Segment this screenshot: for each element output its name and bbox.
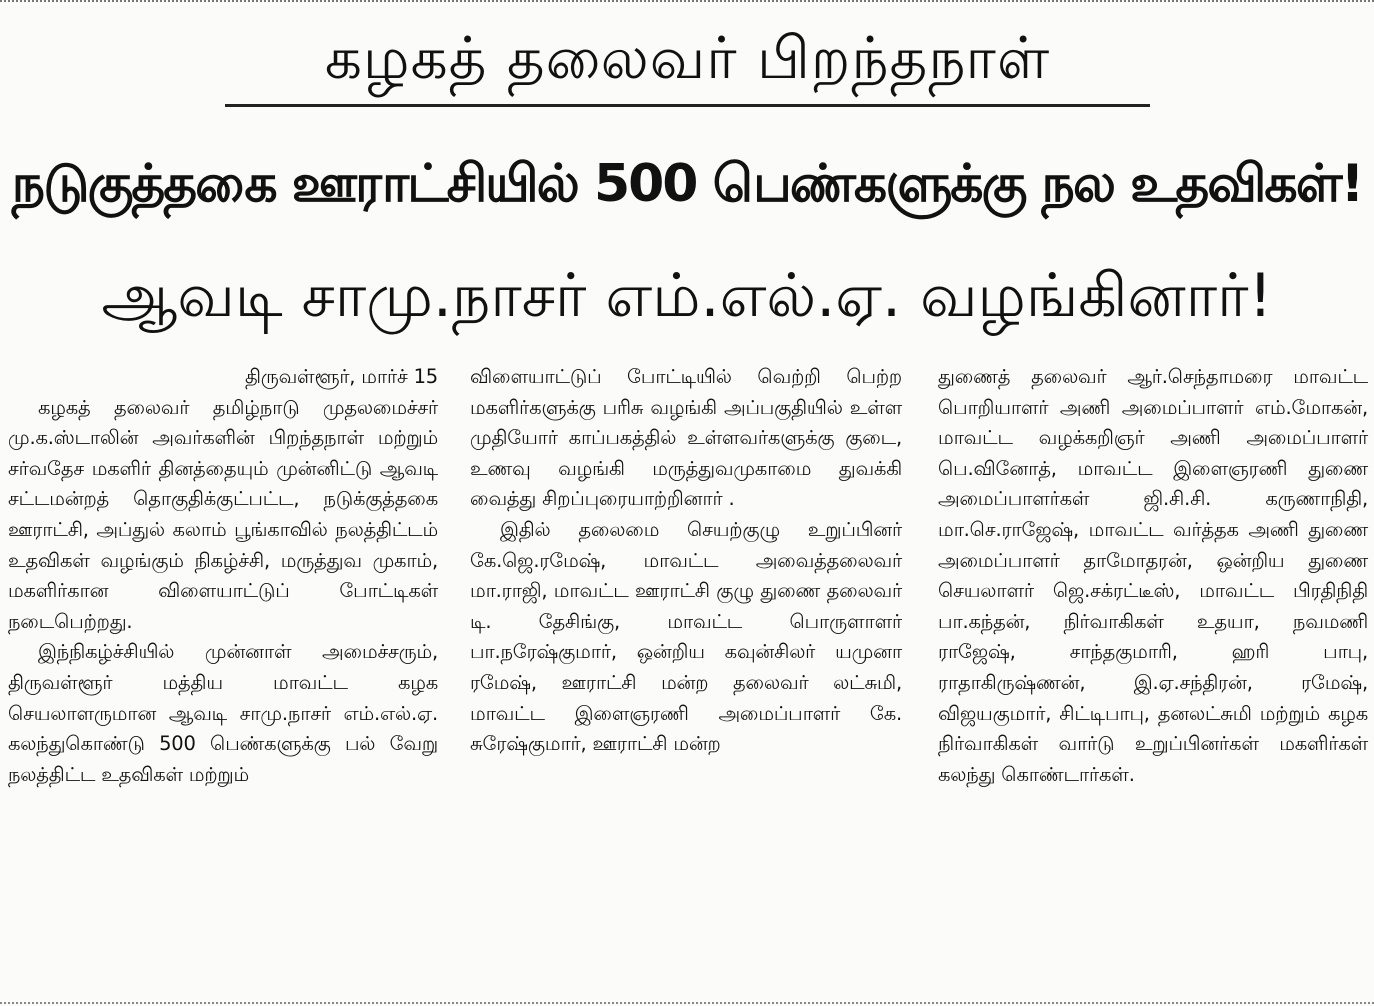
sub-headline: ஆவடி சாமு.நாசர் எம்.எல்.ஏ. வழங்கினார்! — [101, 261, 1273, 331]
top-border — [0, 0, 1374, 5]
bottom-border — [0, 1002, 1374, 1004]
kicker-heading: கழகத் தலைவர் பிறந்தநாள் — [324, 24, 1051, 92]
column-1-paragraph-2: இந்நிகழ்ச்சியில் முன்னாள் அமைச்சரும், திருவள்ளூர் மத்திய மாவட்ட கழக செயலாளருமான ஆவடி சாமு.நாசர் எம்.எல்.ஏ. கலந்துகொண்டு 500 பெண்களுக்கு பல் வேறு நலத்திட்ட உதவிகள் மற்றும் — [8, 640, 438, 786]
kicker-underline — [225, 104, 1150, 107]
column-2-paragraph-2: இதில் தலைமை செயற்குழு உறுப்பினர் கே.ஜெ.ரமேஷ், மாவட்ட அவைத்தலைவர் மா.ராஜி, மாவட்ட ஊராட்சி குழு துணை தலைவர் டி. தேசிங்கு, மாவட்ட பொருளாளர் பா.நரேஷ்குமார், ஒன்றிய கவுன்சிலர் யமுனா ரமேஷ், ஊராட்சி மன்ற தலைவர் லட்சுமி, மாவட்ட இளைஞரணி அமைப்பாளர் கே. சுரேஷ்குமார், ஊராட்சி மன்ற — [470, 517, 902, 756]
column-3-paragraph-1: துணைத் தலைவர் ஆர்.செந்தாமரை மாவட்ட பொறியாளர் அணி அமைப்பாளர் எம்.மோகன், மாவட்ட வழக்கறிஞர் அணி அமைப்பாளர் பெ.வினோத், மாவட்ட இளைஞரணி துணை அமைப்பாளர்கள் ஜி.சி.சி. கருணாநிதி, மா.செ.ராஜேஷ், மாவட்ட வர்த்தக அணி துணை அமைப்பாளர் தாமோதரன், ஒன்றிய துணை செயலாளர் ஜெ.சக்ரட்டீஸ், மாவட்ட பிரதிநிதி பா.கந்தன், நிர்வாகிகள் உதயா, நவமணி ராஜேஷ், சாந்தகுமாரி, ஹரி பாபு, ராதாகிருஷ்ணன், இ.ஏ.சந்திரன், ரமேஷ், விஜயகுமார், சிட்டிபாபு, தனலட்சுமி மற்றும் கழக நிர்வாகிகள் வார்டு உறுப்பினர்கள் மகளிர்கள் கலந்து கொண்டார்கள். — [938, 365, 1368, 786]
column-1-paragraph-1: கழகத் தலைவர் தமிழ்நாடு முதலமைச்சர் மு.க.ஸ்டாலின் அவர்களின் பிறந்தநாள் மற்றும் சர்வதேச மகளிர் தினத்தையும் முன்னிட்டு ஆவடி சட்டமன்றத் தொகுதிக்குட்பட்ட, நடுக்குத்தகை ஊராட்சி, அப்துல் கலாம் பூங்காவில் நலத்திட்டம் உதவிகள் வழங்கும் நிகழ்ச்சி, மருத்துவ முகாம், மகளிர்கான விளையாட்டுப் போட்டிகள் நடைபெற்றது. — [8, 395, 438, 633]
dateline: திருவள்ளூர், மார்ச் 15 — [244, 365, 438, 388]
article-column-3 — [938, 362, 1368, 790]
column-2-paragraph-1: விளையாட்டுப் போட்டியில் வெற்றி பெற்ற மகளிர்களுக்கு பரிசு வழங்கி அப்பகுதியில் உள்ள முதியோர் காப்பகத்தில் உள்ளவர்களுக்கு குடை, உணவு வழங்கி மருத்துவமுகாமை துவக்கி வைத்து சிறப்புரையாற்றினார் . — [470, 365, 902, 511]
main-headline: நடுகுத்தகை ஊராட்சியில் 500 பெண்களுக்கு நல உதவிகள்! — [11, 154, 1363, 214]
article-column-2 — [470, 362, 902, 760]
article-column-1 — [8, 362, 438, 790]
